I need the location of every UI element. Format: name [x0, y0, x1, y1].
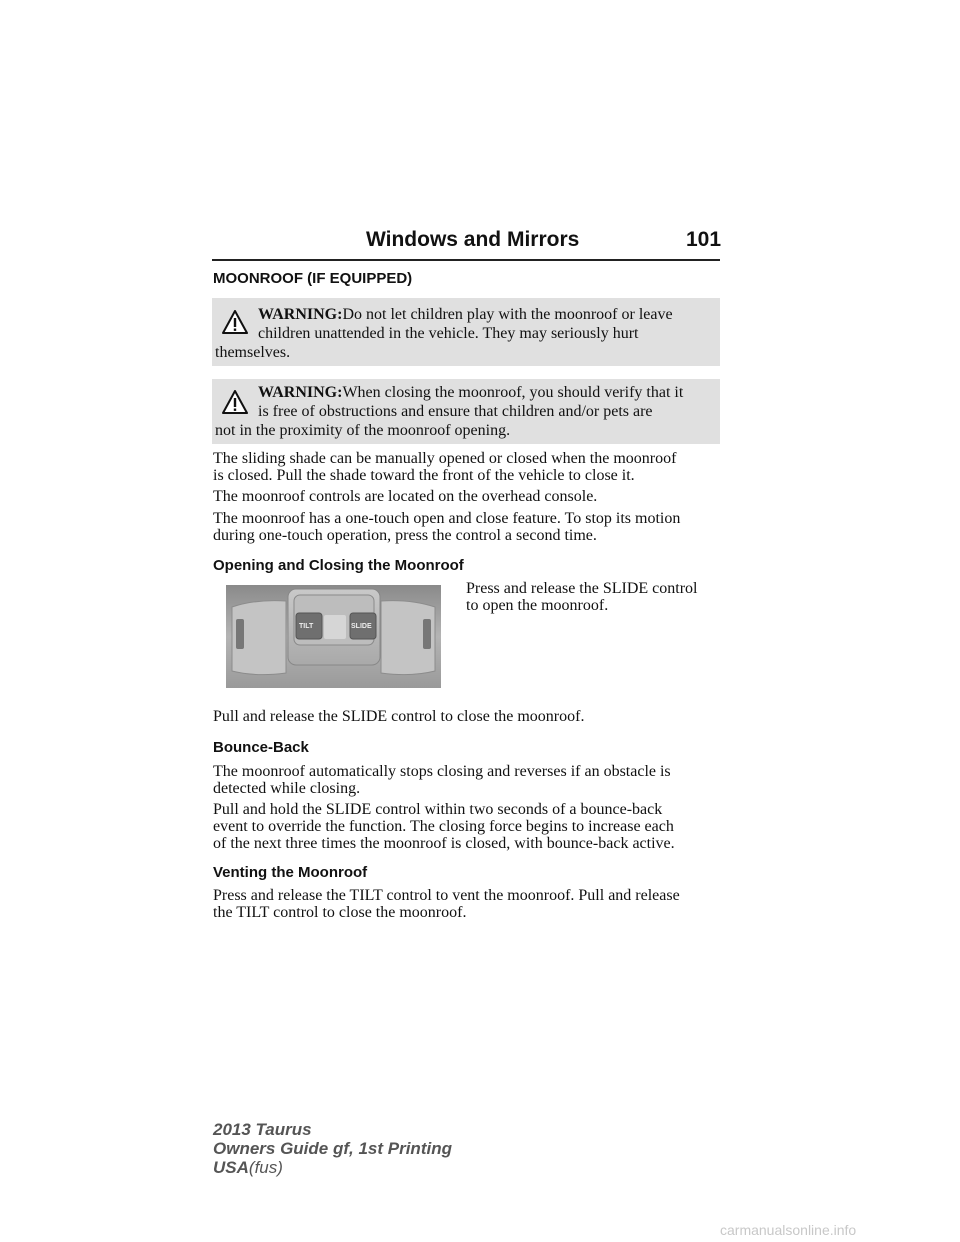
- warning-2-line2: is free of obstructions and ensure that children and/or pets are: [258, 403, 653, 420]
- tilt-button-label: TILT: [299, 623, 314, 630]
- paragraph-onetouch-line1: The moonroof has a one-touch open and close feature. To stop its motion: [213, 510, 681, 527]
- heading-bounce-back: Bounce-Back: [213, 739, 309, 756]
- bounce-back-p2-line3: of the next three times the moonroof is closed, with bounce-back active.: [213, 835, 675, 852]
- header-divider: [212, 259, 720, 261]
- section-title: MOONROOF (IF EQUIPPED): [213, 270, 413, 287]
- warning-label: WARNING:: [258, 306, 343, 323]
- bounce-back-p1-line2: detected while closing.: [213, 780, 361, 797]
- footer-region-code: (fus): [248, 1158, 283, 1177]
- footer-region: USA: [213, 1158, 249, 1177]
- warning-triangle-icon: [222, 310, 248, 334]
- overhead-console-illustration: [226, 585, 441, 688]
- paragraph-shade-line2: is closed. Pull the shade toward the front of the vehicle to close it.: [213, 467, 635, 484]
- page-header-title: Windows and Mirrors: [366, 228, 580, 251]
- warning-2-line3: not in the proximity of the moonroof opening.: [215, 422, 511, 439]
- paragraph-shade-line1: The sliding shade can be manually opened or closed when the moonroof: [213, 450, 677, 467]
- venting-line2: the TILT control to close the moonroof.: [213, 904, 467, 921]
- warning-triangle-icon: [222, 390, 248, 414]
- document-footer: [213, 1120, 452, 1177]
- page-number: 101: [686, 228, 722, 251]
- press-slide-line1: Press and release the SLIDE control: [466, 580, 698, 597]
- warning-2-line1: [258, 383, 683, 403]
- paragraph-onetouch-line2: during one-touch operation, press the control a second time.: [213, 527, 597, 544]
- paragraph-controls: The moonroof controls are located on the overhead console.: [213, 488, 598, 505]
- warning-1-line2: children unattended in the vehicle. They may seriously hurt: [258, 325, 639, 342]
- warning-1-line3: themselves.: [215, 344, 291, 361]
- warning-1-line1: [258, 305, 673, 325]
- footer-line3: [213, 1158, 452, 1177]
- bounce-back-p2-line1: Pull and hold the SLIDE control within two seconds of a bounce-back: [213, 801, 663, 818]
- footer-line1: 2013 Taurus: [213, 1120, 312, 1139]
- pull-slide-paragraph: Pull and release the SLIDE control to close the moonroof.: [213, 708, 585, 725]
- warning-text: Do not let children play with the moonroof or leave: [342, 306, 673, 323]
- watermark: carmanualsonline.info: [720, 1222, 857, 1238]
- footer-line2: Owners Guide gf, 1st Printing: [213, 1139, 452, 1158]
- heading-venting: Venting the Moonroof: [213, 864, 368, 881]
- slide-button-label: SLIDE: [351, 623, 372, 630]
- bounce-back-p1-line1: The moonroof automatically stops closing and reverses if an obstacle is: [213, 763, 671, 780]
- press-slide-line2: to open the moonroof.: [466, 597, 609, 614]
- warning-text: When closing the moonroof, you should verify that it: [342, 384, 684, 401]
- bounce-back-p2-line2: event to override the function. The closing force begins to increase each: [213, 818, 674, 835]
- warning-label: WARNING:: [258, 384, 343, 401]
- venting-line1: Press and release the TILT control to vent the moonroof. Pull and release: [213, 887, 680, 904]
- heading-opening-closing: Opening and Closing the Moonroof: [213, 557, 464, 574]
